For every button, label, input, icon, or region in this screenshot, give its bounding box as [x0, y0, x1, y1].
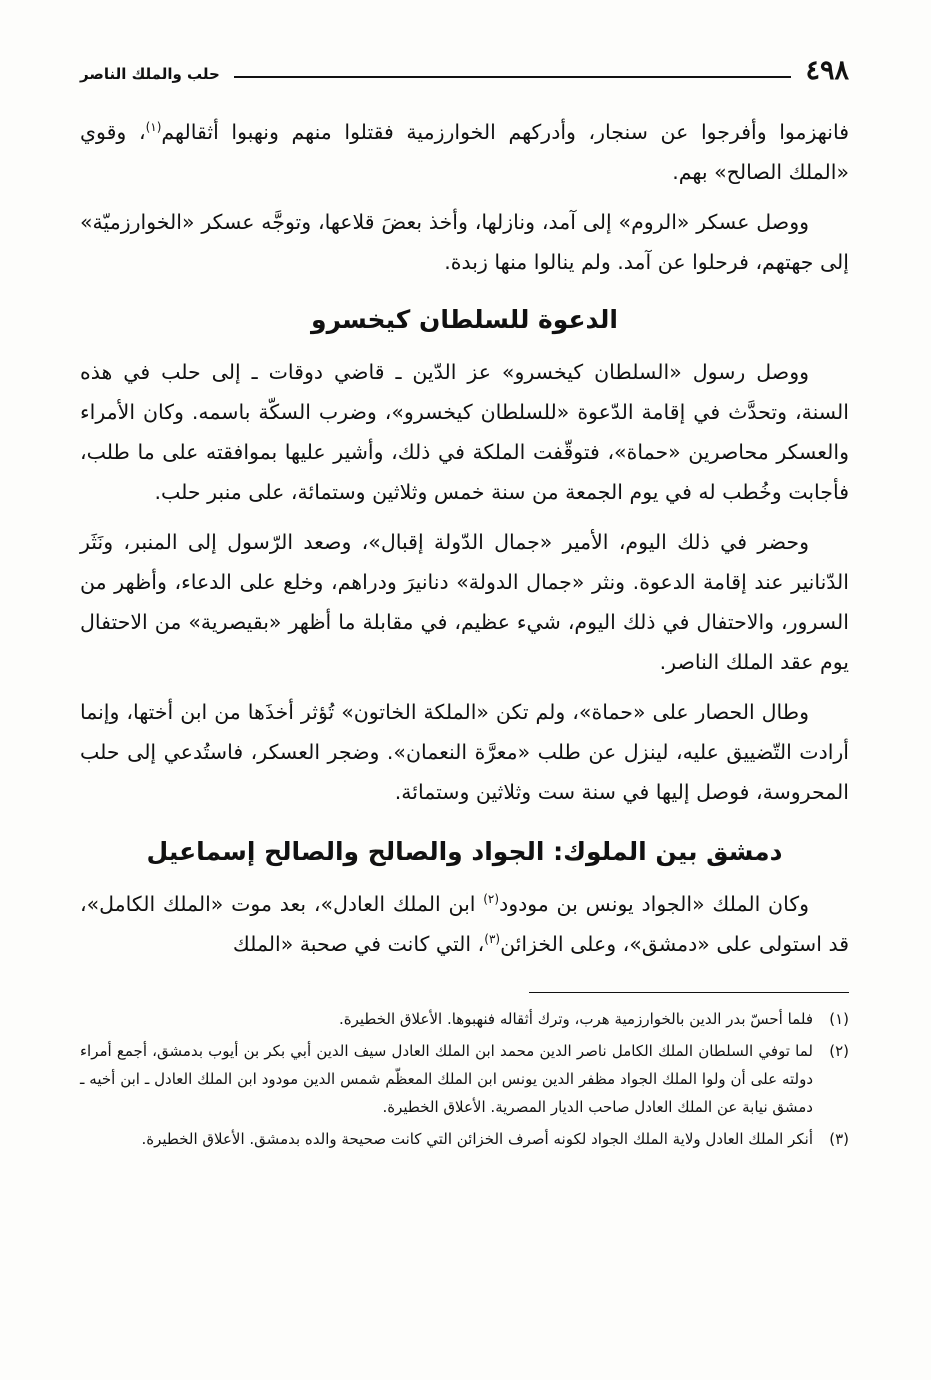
paragraph-3: ووصل رسول «السلطان كيخسرو» عز الدّين ـ قاضي دوقات ـ إلى حلب في هذه السنة، وتحدَّث في إقامة الدّعوة «للسلطان كيخسرو»، وضرب السكّة باسمه. وكان الأمراء والعسكر محاصرين «حماة»، فتوقّفت الملكة في ذلك، وأشير عليها بموافقته على ما طلب، فأجابت وخُطب له في يوم الجمعة من سنة خمس وثلاثين وستمائة، على منبر حلب.: [80, 360, 849, 504]
page-header: [80, 48, 849, 84]
footnote-number: (٣): [829, 1130, 849, 1148]
paragraph-2: ووصل عسكر «الروم» إلى آمد، ونازلها، وأخذ بعضَ قلاعها، وتوجَّه عسكر «الخوارزميّة» إلى جهتهم، فرحلوا عن آمد. ولم ينالوا منها زبدة.: [80, 210, 849, 274]
footnote-text: فلما أحسّ بدر الدين بالخوارزمية هرب، وترك أثقاله فنهبوها. الأعلاق الخطيرة.: [339, 1010, 813, 1028]
footnote-2: [80, 1037, 849, 1121]
section-title-damascus: دمشق بين الملوك: الجواد والصالح والصالح إسماعيل: [146, 837, 783, 866]
footnote-text: أنكر الملك العادل ولاية الملك الجواد لكونه أصرف الخزائن التي كانت صحيحة والده بدمشق. الأعلاق الخطيرة.: [141, 1130, 813, 1148]
footnote-text: لما توفي السلطان الملك الكامل ناصر الدين محمد ابن الملك العادل سيف الدين أبي بكر بن أيوب بدمشق، أجمع أمراء دولته على أن ولوا الملك الجواد مظفر الدين يونس ابن الملك المعظّم شمس الدين مودود ابن الملك العادل ـ ابن أخيه ـ دمشق نيابة عن الملك العادل صاحب الديار المصرية. الأعلاق الخطيرة.: [80, 1042, 813, 1116]
running-head: حلب والملك الناصر: [80, 65, 220, 83]
paragraph-1-text: فانهزموا وأفرجوا عن سنجار، وأدركهم الخوارزمية فقتلوا منهم ونهبوا أثقالهم: [161, 120, 850, 144]
book-page: [80, 48, 849, 1157]
footnote-1: [80, 1005, 849, 1033]
section-title-kaykhusraw: الدعوة للسلطان كيخسرو: [311, 305, 618, 334]
page-number: ٤٩٨: [805, 55, 849, 86]
footnote-3: [80, 1125, 849, 1153]
paragraph-1-tail: ، وقوي «الملك الصالح» بهم.: [80, 120, 849, 184]
footnote-ref-1: (١): [145, 120, 162, 135]
footnote-ref-2: (٢): [483, 892, 500, 907]
paragraph-5: وطال الحصار على «حماة»، ولم تكن «الملكة الخاتون» تُؤثر أخذَها من ابن أختها، وإنما أرادت التّضييق عليه، لينزل عن طلب «معرَّة النعمان». وضجر العسكر، فاستُدعي إلى حلب المحروسة، فوصل إليها في سنة ست وثلاثين وستمائة.: [80, 700, 849, 804]
paragraph-4: وحضر في ذلك اليوم، الأمير «جمال الدّولة إقبال»، وصعد الرّسول إلى المنبر، ونَثَر الدّنانير عند إقامة الدعوة. ونثر «جمال الدولة» دنانيرَ ودراهم، وخلع على الدعاء، وأظهر من السرور، والاحتفال في ذلك اليوم، شيء عظيم، في مقابلة ما أظهر «بقيصرية» من الاحتفال يوم عقد الملك الناصر.: [80, 530, 849, 674]
paragraph-6-part2: ابن الملك العادل»، بعد موت «الملك الكامل»، قد استولى على «دمشق»، وعلى الخزائن: [80, 892, 849, 956]
footnote-number: (١): [829, 1010, 849, 1028]
footnote-number: (٢): [829, 1042, 849, 1060]
footnote-divider: [529, 992, 849, 993]
paragraph-1: [80, 112, 849, 192]
footnote-ref-3: (٣): [484, 932, 501, 947]
paragraph-6-part1: وكان الملك «الجواد يونس بن مودود: [499, 892, 809, 916]
paragraph-6-part3: ، التي كانت في صحبة «الملك: [232, 932, 485, 956]
paragraph-6: [80, 884, 849, 964]
header-rule: [234, 76, 792, 78]
